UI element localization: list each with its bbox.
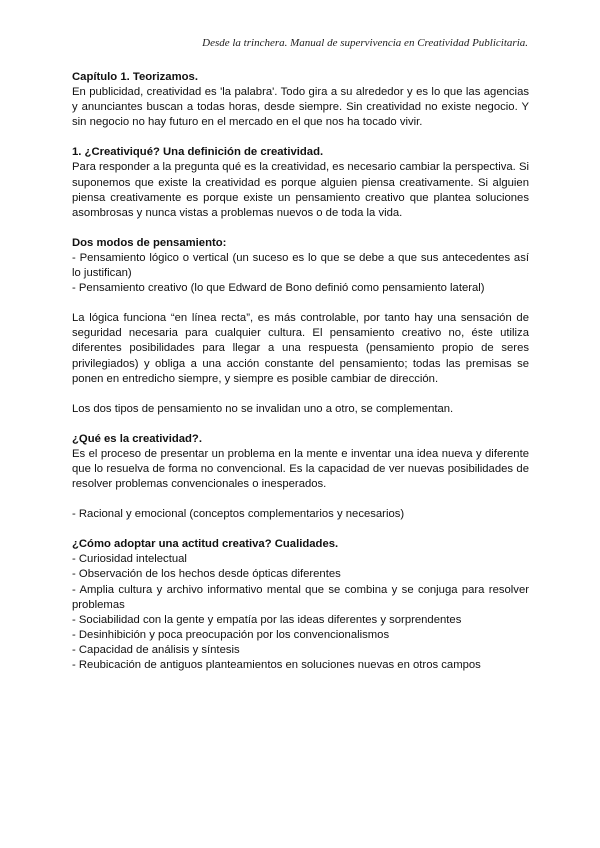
chapter-title: Capítulo 1. Teorizamos.	[72, 71, 198, 83]
modes-paragraph: La lógica funciona “en línea recta”, es más controlable, por tanto hay una sensación de seguridad necesaria para cualquier cultura. El pensamiento creativo no, éste utiliza diferentes posibilidades para llegar a una respuesta (pensamiento propio de seres privilegiados) y obliga a una acción constante del pensamiento; todas las premisas se ponen en entredicho siempre, y siempre es posible cambiar de dirección.	[72, 312, 529, 385]
running-header: Desde la trinchera. Manual de supervivencia en Creatividad Publicitaria.	[202, 37, 528, 49]
qualities-item: - Curiosidad intelectual	[72, 553, 187, 566]
qualities-item: - Reubicación de antiguos planteamientos en soluciones nuevas en otros campos	[72, 659, 481, 671]
what-title: ¿Qué es la creatividad?.	[72, 432, 202, 445]
section1-title: 1. ¿Creativiqué? Una definición de creatividad.	[72, 146, 324, 159]
chapter-intro: En publicidad, creatividad es 'la palabra'. Todo gira a su alrededor y es lo que las agencias y anunciantes buscan a todas horas, desde siempre. Sin creatividad no existe negocio. Y sin negocio no hay futuro en el mercado en el que nos ha tocado vivir.	[72, 86, 529, 129]
modes-title: Dos modos de pensamiento:	[72, 236, 227, 249]
document-body	[72, 70, 529, 673]
what-body: Es el proceso de presentar un problema en la mente e inventar una idea nueva y diferente que lo resuelva de forma no convencional. Es la capacidad de ver nuevas posibilidades de resolver problemas convencionales o inesperados.	[72, 447, 529, 491]
qualities-title: ¿Cómo adoptar una actitud creativa? Cualidades.	[72, 538, 339, 551]
qualities-item: - Sociabilidad con la gente y empatía por las ideas diferentes y sorprendentes	[72, 613, 462, 626]
what-note: - Racional y emocional (conceptos complementarios y necesarios)	[72, 508, 405, 521]
modes-item: - Pensamiento creativo (lo que Edward de Bono definió como pensamiento lateral)	[72, 282, 485, 295]
qualities-item: - Observación de los hechos desde ópticas diferentes	[72, 568, 341, 581]
modes-item: - Pensamiento lógico o vertical (un suceso es lo que se debe a que sus antecedentes así lo justifican)	[72, 251, 529, 280]
qualities-item: - Amplia cultura y archivo informativo mental que se combina y se conjuga para resolver problemas	[72, 583, 529, 611]
qualities-item: - Capacidad de análisis y síntesis	[72, 643, 240, 656]
modes-conclusion: Los dos tipos de pensamiento no se invalidan uno a otro, se complementan.	[72, 402, 454, 415]
qualities-item: - Desinhibición y poca preocupación por los convencionalismos	[72, 628, 390, 641]
section1-body: Para responder a la pregunta qué es la creatividad, es necesario cambiar la perspectiva. Si suponemos que existe la creatividad es porque alguien piensa creativamente. Si alguien piensa creativamente es porque existe un pensamiento creativo que plantea soluciones asombrosas y nunca vistas a problemas nuevos o de toda la vida.	[72, 161, 529, 219]
